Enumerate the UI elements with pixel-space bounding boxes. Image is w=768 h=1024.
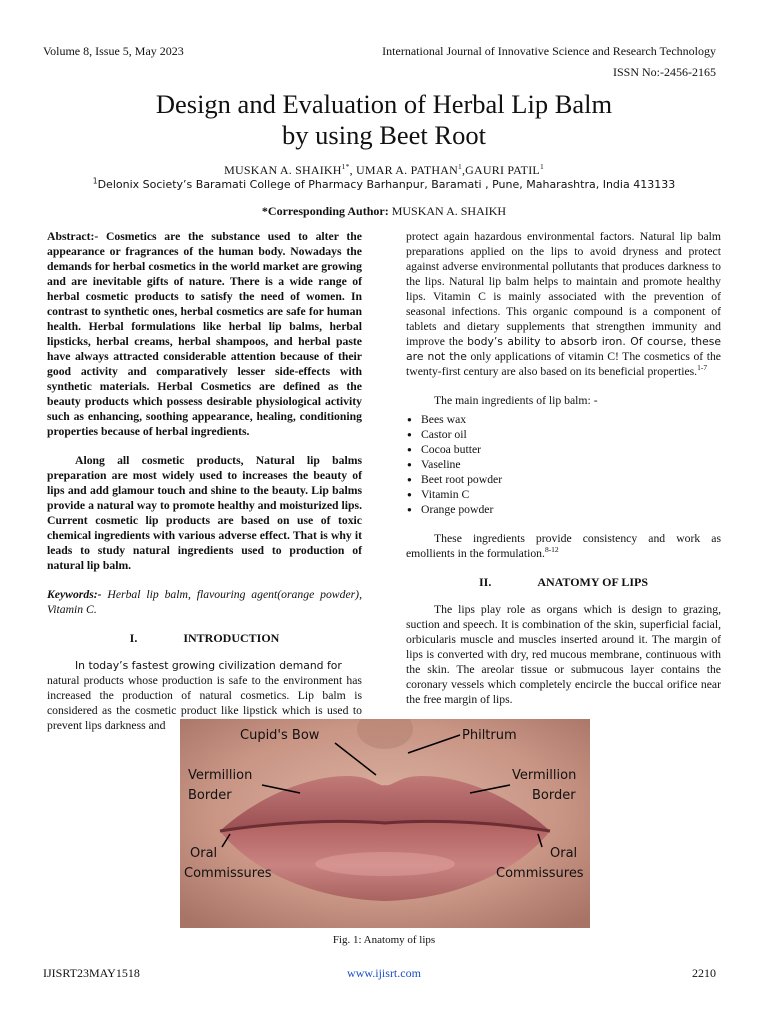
corresponding-label: *Corresponding Author: xyxy=(261,204,389,218)
left-column xyxy=(47,229,362,733)
corresponding-author xyxy=(0,204,768,219)
intro-continued xyxy=(406,229,721,379)
abstract: Abstract:- Cosmetics are the substance used to alter the appearance or fragrances of the human body. Nowadays the demands for herbal cosmetics in the world market are growing and are inevitable gifts of nature. There is a wide range of herbal cosmetic products to satisfy the need of women. In contrast to synthetic ones, herbal cosmetics are safe for human health. Herbal formulations like herbal lip balms, herbal lipsticks, herbal creams, herbal shampoos, and herbal paste have always attracted considerable attention because of their good activity and comparatively lesser side-effects with synthetic materials. Herbal Cosmetics are defined as the beauty products which possess desirable physiological activity such as enhancing, soothing appearance, healing, conditioning properties because of herbal ingredients. xyxy=(47,230,362,438)
author-list xyxy=(0,163,768,178)
abstract-paragraph-2: Along all cosmetic products, Natural lip balms preparation are most widely used to increases the beauty of lips and add glamour touch and shine to the beauty. Lip balms provide a natural way to promote healthy and moisturized lips. Current cosmetic lip products are based on use of toxic chemical ingredients with various adverse effect. That is why it leads to study natural ingredients used to production of natural lip balm. xyxy=(47,454,362,572)
affiliation-text: Delonix Society’s Baramati College of Pharmacy Barhanpur, Baramati , Pune, Maharashtra, India 413133 xyxy=(97,178,676,191)
page-number: 2210 xyxy=(692,966,716,980)
ingredients-note xyxy=(406,531,721,561)
label-border-left: Border xyxy=(188,788,232,803)
lips-anatomy-figure xyxy=(180,719,590,928)
section-1-number: I. xyxy=(129,631,138,645)
label-vermillion-left: Vermillion xyxy=(188,768,253,783)
right-column xyxy=(406,229,721,707)
lip-highlight xyxy=(315,852,455,876)
anatomy-paragraph: The lips play role as organs which is design to grazing, suction and speech. It is combination of the skin, superficial facial, orbicularis muscle and muscles inserted around it. The margin of lips is converted with dry, red mucous membrane, continuous with the skin. The areolar tissue or submucous layer contains the coronary vessels which completely encircle the buccal orifice near the free margin of lips. xyxy=(406,603,721,706)
section-2-title: ANATOMY OF LIPS xyxy=(537,575,648,589)
affiliation xyxy=(0,178,768,191)
label-cupids-bow: Cupid's Bow xyxy=(240,728,320,743)
label-oral-right: Oral xyxy=(550,846,578,861)
intro-lead-line: In today’s fastest growing civilization demand for xyxy=(75,659,342,672)
list-item: ● Bees wax xyxy=(406,412,721,427)
affiliation-sup: 1 xyxy=(92,176,98,186)
section-1-title: INTRODUCTION xyxy=(183,631,280,645)
title-line-1: Design and Evaluation of Herbal Lip Balm xyxy=(155,89,613,119)
title-line-2: by using Beet Root xyxy=(282,120,486,150)
list-item: ● Vaseline xyxy=(406,457,721,472)
intro-continued-c: only applications of vitamin C! The cosmetics of the twenty-first century are also based on its beneficial properties. xyxy=(406,350,721,378)
label-commissures-right: Commissures xyxy=(496,866,584,881)
paper-id: IJISRT23MAY1518 xyxy=(43,966,140,980)
list-item: ● Beet root powder xyxy=(406,472,721,487)
keywords-label: Keywords:- xyxy=(47,588,102,601)
citation-1-7: 1-7 xyxy=(697,363,708,373)
section-2-number: II. xyxy=(478,575,492,589)
list-item: ● Cocoa butter xyxy=(406,442,721,457)
lips-illustration xyxy=(180,719,590,928)
author-1-sup: 1* xyxy=(341,162,350,171)
section-heading-introduction xyxy=(47,631,362,646)
label-commissures-left: Commissures xyxy=(184,866,272,881)
intro-paragraph: natural products whose production is safe to the environment has increased the production of natural cosmetics. Lip balm is considered as the cosmetic product like lipstick which is used to prevent lips darkness and xyxy=(47,674,362,732)
volume-info: Volume 8, Issue 5, May 2023 xyxy=(43,44,184,58)
paper-title xyxy=(0,89,768,151)
label-border-right: Border xyxy=(532,788,576,803)
intro-continued-a: protect again hazardous environmental factors. Natural lip balm preparations applied on the lips to avoid dryness and protect against adverse environmental pollutants that produces darkness to the lips. Natural lip balm helps to maintain and promote healthy lips. Vitamin C is mainly associated with the prevention of seasonal infections. This organic compound is a component of tablets and dietary supplements that strengthen immunity and improve the xyxy=(406,230,721,348)
keywords xyxy=(47,587,362,617)
author-1: MUSKAN A. SHAIKH xyxy=(224,163,342,177)
label-vermillion-right: Vermillion xyxy=(512,768,577,783)
label-oral-left: Oral xyxy=(190,846,218,861)
intro-continued-b: body’s ability to absorb iron. Of course, these are not the xyxy=(406,335,721,363)
journal-name: International Journal of Innovative Science and Research Technology xyxy=(382,44,716,58)
list-item: ● Vitamin C xyxy=(406,487,721,502)
ingredients-intro: The main ingredients of lip balm: - xyxy=(434,394,598,407)
ingredients-list xyxy=(406,412,721,517)
author-2-sup: 1 xyxy=(458,162,462,171)
author-2: , UMAR A. PATHAN xyxy=(349,163,459,177)
corresponding-name: MUSKAN A. SHAIKH xyxy=(388,204,507,218)
list-item: ● Orange powder xyxy=(406,502,721,517)
ingredients-note-text: These ingredients provide consistency and work as emollients in the formulation. xyxy=(406,532,721,560)
label-philtrum: Philtrum xyxy=(462,728,517,743)
section-heading-anatomy xyxy=(406,575,721,590)
keywords-text: Herbal lip balm, flavouring agent(orange powder), Vitamin C. xyxy=(47,588,362,616)
list-item: ● Castor oil xyxy=(406,427,721,442)
author-3-sup: 1 xyxy=(539,162,544,171)
citation-8-12: 8-12 xyxy=(544,545,559,555)
figure-caption: Fig. 1: Anatomy of lips xyxy=(332,934,436,946)
author-3: ,GAURI PATIL xyxy=(461,163,540,177)
journal-url-link[interactable]: www.ijisrt.com xyxy=(347,966,421,980)
issn: ISSN No:-2456-2165 xyxy=(612,65,716,79)
